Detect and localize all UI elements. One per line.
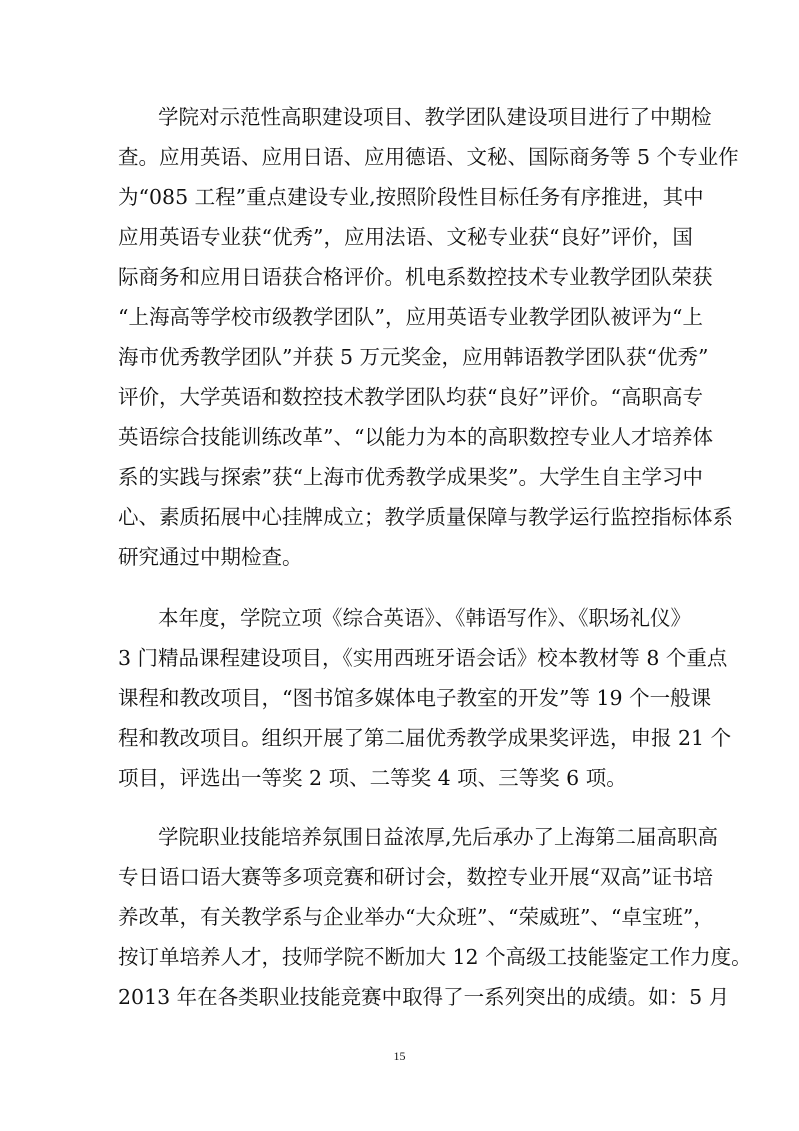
text-line: 研究通过中期检查。 <box>118 545 303 569</box>
text-line: 课程和教改项目，“图书馆多媒体电子教室的开发”等 19 个一般课 <box>118 686 712 710</box>
text-line: 评价，大学英语和数控技术教学团队均获“良好”评价。“高职高专 <box>118 385 703 409</box>
text-line: 程和教改项目。组织开展了第二届优秀教学成果奖评选，申报 21 个 <box>118 726 732 750</box>
page-number: 15 <box>393 1049 406 1063</box>
text-line: “上海高等学校市级教学团队”，应用英语专业教学团队被评为“上 <box>118 305 703 329</box>
text-line: 心、素质拓展中心挂牌成立；教学质量保障与教学运行监控指标体系 <box>118 505 733 529</box>
text-line: 项目，评选出一等奖 2 项、二等奖 4 项、三等奖 6 项。 <box>118 766 627 790</box>
text-line: 本年度，学院立项《综合英语》、《韩语写作》、《职场礼仪》 <box>158 606 691 630</box>
text-line: 专日语口语大赛等多项竞赛和研讨会，数控专业开展“双高”证书培 <box>118 865 713 889</box>
text-line: 系的实践与探索”获“上海市优秀教学成果奖”。大学生自主学习中 <box>118 465 703 489</box>
text-line: 为“085 工程”重点建设专业,按照阶段性目标任务有序推进，其中 <box>118 185 704 209</box>
text-line: 际商务和应用日语获合格评价。机电系数控技术专业教学团队荣获 <box>118 265 713 289</box>
text-line: 按订单培养人才，技师学院不断加大 12 个高级工技能鉴定工作力度。 <box>118 945 752 969</box>
text-line: 学院职业技能培养氛围日益浓厚,先后承办了上海第二届高职高 <box>158 825 719 849</box>
text-line: 学院对示范性高职建设项目、教学团队建设项目进行了中期检 <box>158 105 712 129</box>
text-line: 英语综合技能训练改革”、“以能力为本的高职数控专业人才培养体 <box>118 425 713 449</box>
text-line: 养改革，有关教学系与企业举办“大众班”、“荣威班”、“卓宝班”， <box>118 905 714 929</box>
text-line: 海市优秀教学团队”并获 5 万元奖金，应用韩语教学团队获“优秀” <box>118 345 709 369</box>
text-line: 3 门精品课程建设项目，《实用西班牙语会话》校本教材等 8 个重点 <box>118 646 728 670</box>
text-line: 应用英语专业获“优秀”，应用法语、文秘专业获“良好”评价，国 <box>118 225 693 249</box>
text-line: 查。应用英语、应用日语、应用德语、文秘、国际商务等 5 个专业作 <box>118 145 739 169</box>
text-line: 2013 年在各类职业技能竞赛中取得了一系列突出的成绩。如：5 月 <box>118 985 730 1009</box>
